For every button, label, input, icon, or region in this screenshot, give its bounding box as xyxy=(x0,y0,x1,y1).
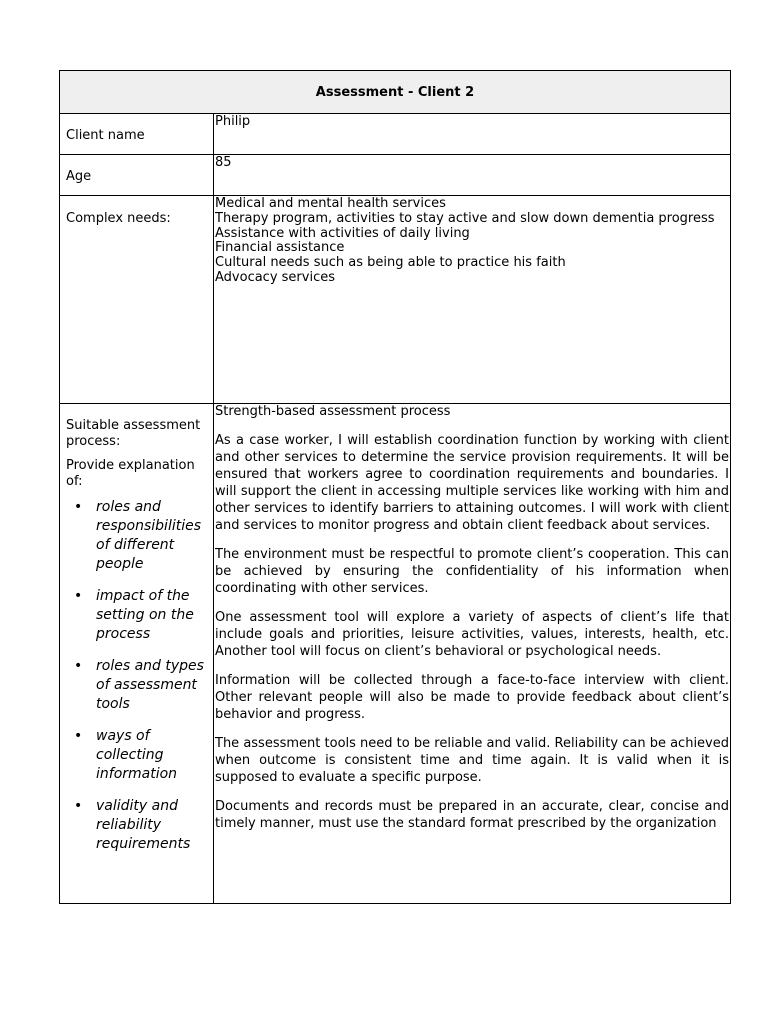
bullet-text: ways of collecting information xyxy=(96,728,178,782)
table-title-row xyxy=(60,71,730,113)
bullet-text: impact of the setting on the process xyxy=(96,588,194,642)
age-label: Age xyxy=(60,155,214,195)
provide-explanation-label: Provide explanation of: xyxy=(66,458,195,489)
need-item: Financial assistance xyxy=(215,240,345,256)
process-paragraph: The environment must be respectful to promote client’s cooperation. This can be achieved by ensuring the confidentiality of his information when coordinating with other services. xyxy=(215,547,729,596)
complex-needs-label: Complex needs: xyxy=(60,196,214,403)
process-paragraph: The assessment tools need to be reliable and valid. Reliability can be achieved when outcome is consistent time and time again. It is valid when it is supposed to evaluate a specific purpose. xyxy=(215,736,729,785)
bullet-icon: • xyxy=(74,728,83,744)
age-value: 85 xyxy=(215,155,232,170)
assessment-process-label: Suitable assessment process: xyxy=(66,418,201,449)
need-item: Medical and mental health services xyxy=(215,196,446,211)
process-heading: Strength-based assessment process xyxy=(215,404,451,419)
bullet-icon: • xyxy=(74,798,83,814)
need-item: Cultural needs such as being able to practice his faith xyxy=(215,255,566,271)
process-paragraph: One assessment tool will explore a variety of aspects of client’s life that include goals and priorities, leisure activities, values, interests, health, etc. Another tool will focus on client’s behavioral or psychological needs. xyxy=(215,610,729,659)
assessment-process-label-cell xyxy=(60,404,214,903)
assessment-process-row xyxy=(60,403,730,903)
list-item xyxy=(66,657,213,714)
age-row xyxy=(60,154,730,195)
list-item xyxy=(66,587,213,644)
bullet-icon: • xyxy=(74,658,83,674)
need-item: Assistance with activities of daily living xyxy=(215,225,470,241)
complex-needs-list xyxy=(214,196,730,403)
assessment-table xyxy=(59,70,731,904)
client-name-label: Client name xyxy=(60,114,214,154)
bullet-text: validity and reliability requirements xyxy=(96,798,191,852)
explanation-bullet-list xyxy=(66,498,213,854)
bullet-text: roles and responsibilities of different people xyxy=(96,499,202,572)
bullet-icon: • xyxy=(74,588,83,604)
list-item xyxy=(66,727,213,784)
client-name-value: Philip xyxy=(215,114,251,129)
table-title: Assessment - Client 2 xyxy=(315,84,475,100)
assessment-process-content xyxy=(214,404,730,903)
need-item: Advocacy services xyxy=(215,269,335,285)
client-name-row xyxy=(60,113,730,154)
process-paragraph: As a case worker, I will establish coordination function by working with client and other services to determine the service provision requirements. It will be ensured that workers agree to coordination requirements and boundaries. I will support the client in accessing multiple services like working with him and other services to identify barriers to attaining outcomes. I will work with client and services to monitor progress and obtain client feedback about services. xyxy=(215,433,729,533)
process-paragraph: Information will be collected through a face-to-face interview with client. Other relevant people will also be made to provide feedback about client’s behavior and progress. xyxy=(215,673,729,722)
list-item xyxy=(66,498,213,574)
need-item: Therapy program, activities to stay active and slow down dementia progress xyxy=(215,210,715,226)
process-paragraph: Documents and records must be prepared in an accurate, clear, concise and timely manner, must use the standard format prescribed by the organization xyxy=(215,799,729,831)
bullet-text: roles and types of assessment tools xyxy=(96,658,204,712)
list-item xyxy=(66,797,213,854)
complex-needs-row xyxy=(60,195,730,403)
bullet-icon: • xyxy=(74,499,83,515)
